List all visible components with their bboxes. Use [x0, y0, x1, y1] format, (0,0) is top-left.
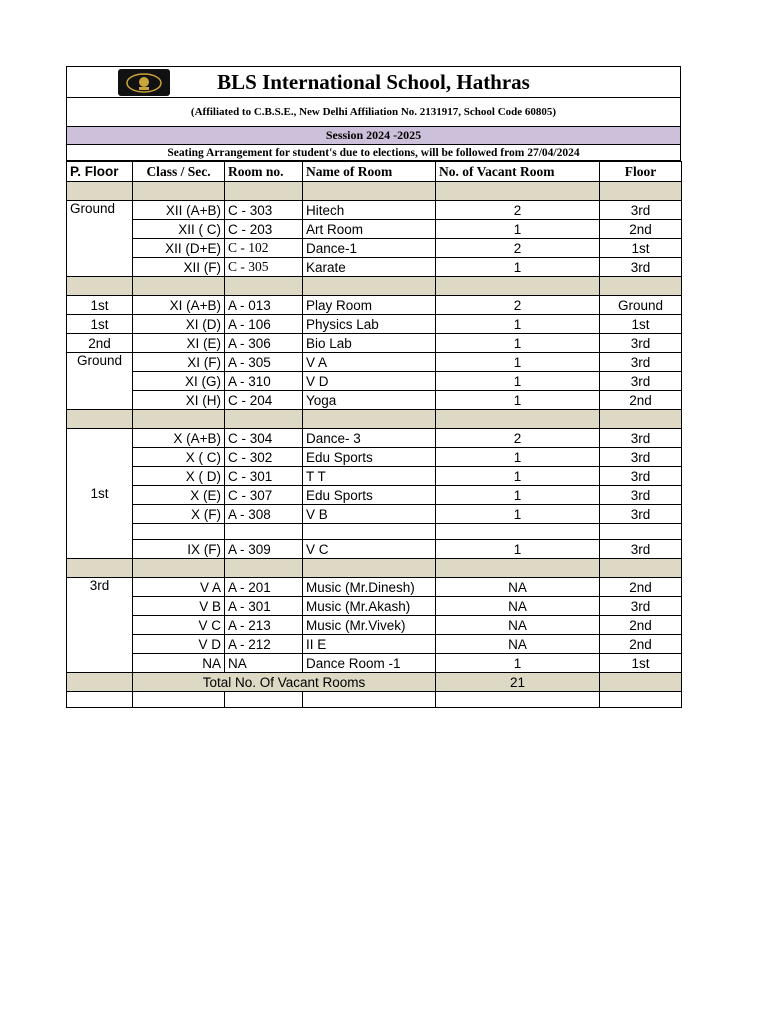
room-name-cell: Dance Room -1: [303, 654, 436, 673]
separator-band: [67, 182, 682, 201]
class-sec-cell: IX (F): [133, 540, 225, 559]
class-sec-cell: X ( C): [133, 448, 225, 467]
class-sec-cell: X (E): [133, 486, 225, 505]
empty-row: [67, 692, 682, 708]
room-no-cell: A - 106: [225, 315, 303, 334]
school-name: BLS International School, Hathras: [217, 69, 530, 94]
affiliation-text: (Affiliated to C.B.S.E., New Delhi Affiliation No. 2131917, School Code 60805): [190, 106, 557, 118]
floor-cell: 3rd: [600, 597, 682, 616]
room-no-cell: A - 013: [225, 296, 303, 315]
total-row: [67, 673, 682, 692]
floor-cell: 3rd: [600, 505, 682, 524]
room-name-cell: T T: [303, 467, 436, 486]
vacant-cell: 1: [436, 467, 600, 486]
p-floor-cell: 1st: [67, 315, 133, 334]
school-title-row: [66, 66, 681, 98]
vacant-cell: 1: [436, 372, 600, 391]
class-sec-cell: XII (F): [133, 258, 225, 277]
seating-sheet: [66, 66, 681, 708]
table-row: [67, 505, 682, 524]
room-name-cell: Yoga: [303, 391, 436, 410]
vacant-cell: NA: [436, 578, 600, 597]
vacant-cell: 2: [436, 296, 600, 315]
school-logo: [118, 69, 170, 96]
vacant-cell: 1: [436, 391, 600, 410]
floor-cell: 3rd: [600, 486, 682, 505]
floor-cell: 1st: [600, 654, 682, 673]
class-sec-cell: X (A+B): [133, 429, 225, 448]
col-p-floor: P. Floor: [67, 162, 133, 182]
room-name-cell: Bio Lab: [303, 334, 436, 353]
class-sec-cell: XII (D+E): [133, 239, 225, 258]
vacant-cell: 2: [436, 429, 600, 448]
room-name-cell: Karate: [303, 258, 436, 277]
room-name-cell: Art Room: [303, 220, 436, 239]
vacant-cell: 1: [436, 448, 600, 467]
table-row: [67, 353, 682, 372]
room-name-cell: Edu Sports: [303, 448, 436, 467]
total-label: Total No. Of Vacant Rooms: [133, 673, 436, 692]
col-floor: Floor: [600, 162, 682, 182]
p-floor-cell: 3rd: [67, 578, 133, 673]
table-row: [67, 486, 682, 505]
vacant-cell: 1: [436, 315, 600, 334]
p-floor-cell: Ground: [67, 353, 133, 410]
floor-cell: 3rd: [600, 201, 682, 220]
col-vacant: No. of Vacant Room: [436, 162, 600, 182]
room-name-cell: Music (Mr.Akash): [303, 597, 436, 616]
session-text: Session 2024 -2025: [325, 128, 422, 142]
room-name-cell: Dance- 3: [303, 429, 436, 448]
room-name-cell: Dance-1: [303, 239, 436, 258]
separator-band: [67, 277, 682, 296]
room-no-cell: A - 305: [225, 353, 303, 372]
room-no-cell: A - 213: [225, 616, 303, 635]
seating-note-text: Seating Arrangement for student's due to elections, will be followed from 27/04/2024: [167, 146, 580, 159]
col-name-of-room: Name of Room: [303, 162, 436, 182]
class-sec-cell: V B: [133, 597, 225, 616]
vacant-cell: 1: [436, 486, 600, 505]
empty-row: [67, 524, 682, 540]
floor-cell: 3rd: [600, 372, 682, 391]
room-no-cell: A - 301: [225, 597, 303, 616]
vacant-cell: NA: [436, 635, 600, 654]
table-row: [67, 635, 682, 654]
table-row: [67, 654, 682, 673]
vacant-cell: 1: [436, 334, 600, 353]
class-sec-cell: XI (H): [133, 391, 225, 410]
room-no-cell: C - 204: [225, 391, 303, 410]
room-no-cell: C - 203: [225, 220, 303, 239]
affiliation-row: [66, 98, 681, 127]
p-floor-cell: 2nd: [67, 334, 133, 353]
table-row: [67, 391, 682, 410]
session-row: [66, 126, 681, 145]
room-name-cell: Physics Lab: [303, 315, 436, 334]
table-row: [67, 258, 682, 277]
class-sec-cell: XI (D): [133, 315, 225, 334]
table-row: [67, 540, 682, 559]
room-name-cell: II E: [303, 635, 436, 654]
floor-cell: 2nd: [600, 391, 682, 410]
table-row: [67, 597, 682, 616]
class-sec-cell: XI (E): [133, 334, 225, 353]
class-sec-cell: NA: [133, 654, 225, 673]
room-name-cell: V A: [303, 353, 436, 372]
class-sec-cell: X ( D): [133, 467, 225, 486]
vacant-cell: 2: [436, 239, 600, 258]
floor-cell: 2nd: [600, 616, 682, 635]
table-row: [67, 448, 682, 467]
table-row: [67, 220, 682, 239]
floor-cell: 2nd: [600, 220, 682, 239]
table-row: [67, 239, 682, 258]
seating-table: [66, 161, 682, 708]
vacant-cell: 1: [436, 353, 600, 372]
floor-cell: 3rd: [600, 540, 682, 559]
p-floor-cell: 1st: [67, 296, 133, 315]
vacant-cell: 1: [436, 505, 600, 524]
room-no-cell: C - 302: [225, 448, 303, 467]
table-row: [67, 315, 682, 334]
room-name-cell: V B: [303, 505, 436, 524]
class-sec-cell: XI (A+B): [133, 296, 225, 315]
room-no-cell: C - 304: [225, 429, 303, 448]
class-sec-cell: X (F): [133, 505, 225, 524]
table-row: [67, 616, 682, 635]
table-row: [67, 578, 682, 597]
class-sec-cell: XI (F): [133, 353, 225, 372]
table-row: [67, 334, 682, 353]
room-no-cell: C - 305: [225, 258, 303, 277]
vacant-cell: 1: [436, 220, 600, 239]
floor-cell: 2nd: [600, 635, 682, 654]
vacant-cell: 1: [436, 540, 600, 559]
room-no-cell: A - 212: [225, 635, 303, 654]
class-sec-cell: V C: [133, 616, 225, 635]
class-sec-cell: XI (G): [133, 372, 225, 391]
class-sec-cell: V A: [133, 578, 225, 597]
room-no-cell: C - 301: [225, 467, 303, 486]
room-no-cell: C - 303: [225, 201, 303, 220]
table-row: [67, 372, 682, 391]
room-name-cell: V D: [303, 372, 436, 391]
room-name-cell: V C: [303, 540, 436, 559]
room-no-cell: C - 307: [225, 486, 303, 505]
class-sec-cell: V D: [133, 635, 225, 654]
vacant-cell: NA: [436, 597, 600, 616]
floor-cell: 3rd: [600, 467, 682, 486]
table-row: [67, 201, 682, 220]
room-name-cell: Play Room: [303, 296, 436, 315]
total-value: 21: [436, 673, 600, 692]
floor-cell: 3rd: [600, 448, 682, 467]
floor-cell: 3rd: [600, 429, 682, 448]
class-sec-cell: XII (A+B): [133, 201, 225, 220]
room-no-cell: A - 306: [225, 334, 303, 353]
floor-cell: Ground: [600, 296, 682, 315]
table-row: [67, 296, 682, 315]
seating-note-row: [66, 145, 681, 161]
room-no-cell: NA: [225, 654, 303, 673]
col-room-no: Room no.: [225, 162, 303, 182]
floor-cell: 1st: [600, 315, 682, 334]
room-no-cell: A - 201: [225, 578, 303, 597]
col-class-sec: Class / Sec.: [133, 162, 225, 182]
table-header-row: [67, 162, 682, 182]
room-name-cell: Music (Mr.Vivek): [303, 616, 436, 635]
separator-band: [67, 410, 682, 429]
floor-cell: 3rd: [600, 334, 682, 353]
floor-cell: 3rd: [600, 258, 682, 277]
room-no-cell: A - 310: [225, 372, 303, 391]
room-name-cell: Hitech: [303, 201, 436, 220]
p-floor-cell: 1st: [67, 429, 133, 559]
room-name-cell: Edu Sports: [303, 486, 436, 505]
vacant-cell: 1: [436, 654, 600, 673]
vacant-cell: 2: [436, 201, 600, 220]
room-name-cell: Music (Mr.Dinesh): [303, 578, 436, 597]
separator-band: [67, 559, 682, 578]
floor-cell: 2nd: [600, 578, 682, 597]
room-no-cell: C - 102: [225, 239, 303, 258]
p-floor-cell: Ground: [67, 201, 133, 277]
class-sec-cell: XII ( C): [133, 220, 225, 239]
floor-cell: 3rd: [600, 353, 682, 372]
table-row: [67, 429, 682, 448]
room-no-cell: A - 308: [225, 505, 303, 524]
floor-cell: 1st: [600, 239, 682, 258]
table-row: [67, 467, 682, 486]
vacant-cell: NA: [436, 616, 600, 635]
vacant-cell: 1: [436, 258, 600, 277]
room-no-cell: A - 309: [225, 540, 303, 559]
